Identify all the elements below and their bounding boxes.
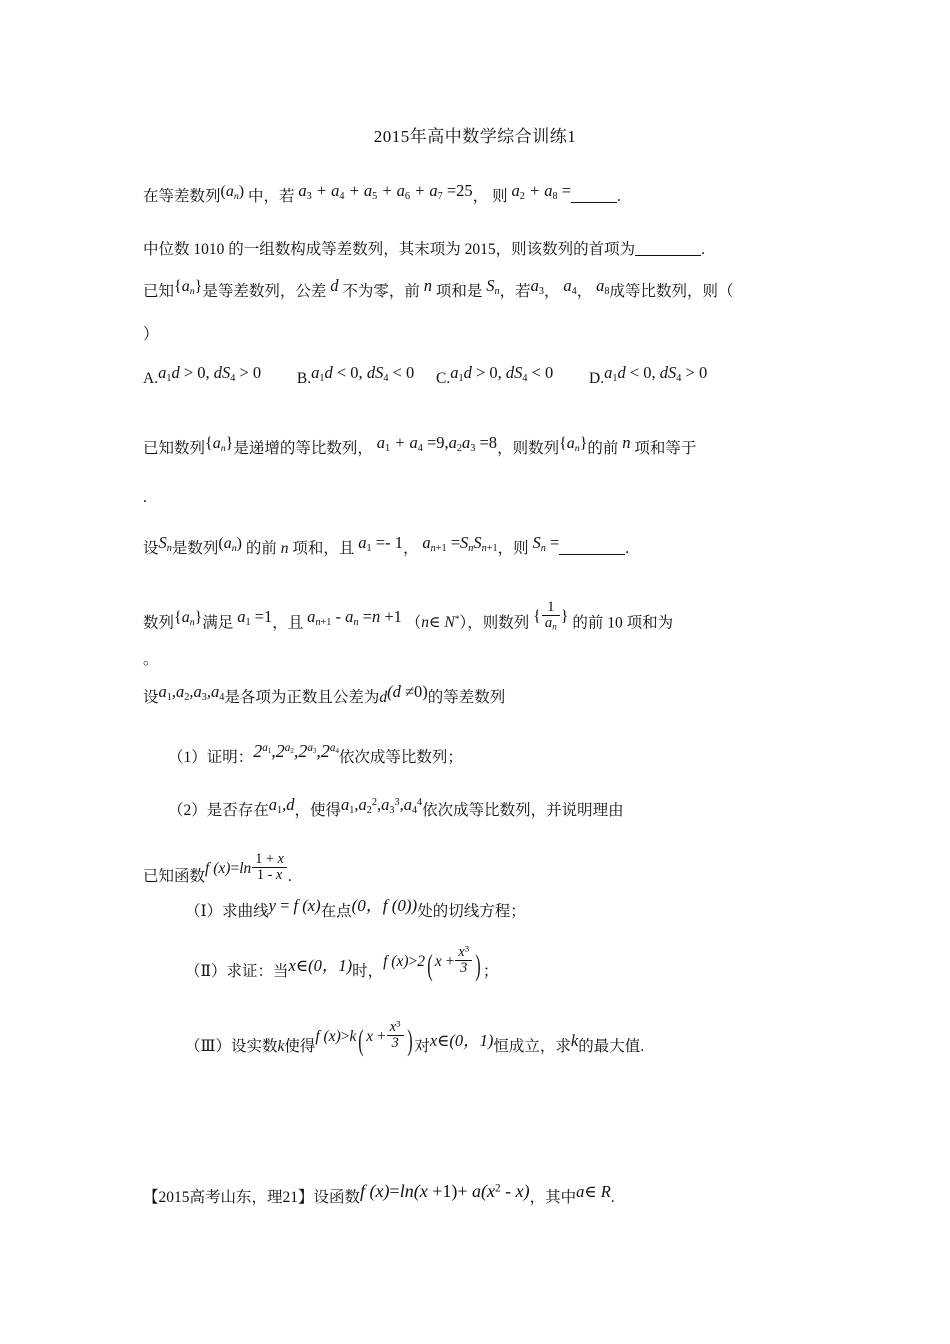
question-5: 设$S_n$是数列$(a_n)$ 的前 n 项和，且 $a_1 =- 1$， $a_{n+1} =S_nS_{n+1}$，则 $S_n$ = .: [143, 533, 630, 557]
q3-p6: 成等比数列，则（: [609, 283, 734, 300]
question-7: [143, 682, 823, 706]
question-2: [143, 242, 823, 258]
q3-d: d: [330, 276, 339, 295]
option-b-label: B.: [296, 370, 312, 387]
question-8-part-3: [185, 1018, 865, 1061]
q7-sub2-expression: $a_1,a_2^2,a_3^3,a_4^4$: [341, 795, 423, 816]
q6-recurrence: $a_{n+1} - a_n =n +1$: [307, 607, 402, 629]
option-d-value: $a_1d < 0$, $dS_4 > 0$: [604, 363, 708, 384]
q8-sub1-point: (0，f (0)): [351, 896, 418, 915]
question-1: 在等差数列$(a_n)$ 中，若 $a_3 + a_4 + a_5 + a_6 + a_7 =25$， 则 $a_2 + a_8$ = .: [143, 181, 621, 205]
option-c-label: C.: [435, 370, 451, 387]
q9-period: .: [610, 1189, 615, 1206]
q8-sub3-expression: f (x)>k( x + $\frac{x^3}{3}$ ): [315, 1018, 413, 1057]
q9-source: 【2015高考山东，理21】: [143, 1189, 314, 1206]
q5-sn: $S_n$: [158, 533, 172, 554]
q4-p2: 是递增的等比数列，: [233, 440, 373, 457]
question-3: 已知$\{a_n\}$是等差数列，公差 d 不为零，前 n 项和是 $S_n$，若$a_3$， $a_4$， $a_8$成等比数列，则（: [143, 276, 734, 300]
option-a-label: A.: [143, 370, 159, 387]
q8-sub3-mid: 使得: [284, 1037, 316, 1055]
q8-sub3-k: k: [277, 1037, 285, 1055]
q3-a8: $a_8$: [596, 276, 610, 297]
q4-period: .: [143, 489, 147, 506]
q8-sub3-k2: k: [570, 1030, 579, 1050]
q5-period: .: [625, 540, 630, 557]
q8-sub3-domain: x∈(0，1): [429, 1030, 494, 1050]
q6-sequence: $\{a_n\}$: [174, 609, 203, 629]
q7-sub2-vars: $a_1,d$: [268, 795, 295, 816]
question-8: [143, 851, 823, 891]
question-7-part-2: [168, 795, 848, 819]
q5-sn-answer: $S_n$ =: [532, 533, 560, 554]
q4-p3: ，则数列: [497, 440, 560, 457]
question-6-period: [143, 652, 823, 668]
option-a[interactable]: [143, 363, 262, 387]
q5-p1: 设: [143, 540, 159, 557]
q3-a4: $a_4$: [563, 276, 577, 297]
q5-p4: 项和，且: [292, 540, 355, 557]
q3-p1: 已知: [143, 283, 175, 300]
option-d-label: D.: [589, 370, 605, 387]
q8-sub3-label: （Ⅲ）设实数: [185, 1037, 278, 1055]
q3-sn: $S_n$: [486, 276, 500, 297]
q7-p3: 的等差数列: [427, 689, 506, 706]
question-3-options: [143, 363, 843, 387]
q8-sub3-tail: 的最大值.: [578, 1037, 645, 1055]
q3-p7: ）: [143, 326, 159, 343]
q6-p4: （: [405, 614, 422, 632]
q8-function: f (x)=ln $\frac{1 + x}{1 - x}$: [205, 860, 288, 877]
q6-p2: 满足: [202, 614, 234, 632]
q8-lead: 已知函数: [143, 867, 206, 885]
q4-p1: 已知数列: [143, 440, 206, 457]
q6-p1: 数列: [143, 614, 175, 632]
q5-p3: 的前: [245, 540, 277, 557]
q8-sub1-label: （Ⅰ）求曲线: [185, 903, 269, 920]
q7-sub1-label: （1）证明：: [168, 749, 254, 766]
q1-answer-blank: [571, 202, 617, 203]
q8-sub2-mid: 时，: [352, 962, 384, 980]
q4-p5: 项和等于: [634, 440, 697, 457]
option-b[interactable]: [296, 363, 415, 387]
q3-sequence: $\{a_n\}$: [174, 278, 203, 297]
q2-period: .: [701, 241, 706, 258]
q7-d: d: [379, 689, 388, 706]
q9-mid: ，其中: [529, 1189, 577, 1206]
q2-answer-blank: [635, 255, 701, 256]
q6-a1: $a_1 =1$: [237, 607, 273, 629]
q5-n: n: [280, 540, 289, 557]
q7-sub1-tail: 依次成等比数列；: [338, 749, 463, 766]
question-7-part-1: [168, 741, 848, 766]
q4-n: n: [622, 433, 631, 452]
question-8-part-1: [185, 896, 865, 920]
q7-sub2-label: （2）是否存在: [168, 802, 269, 819]
q5-p2: 是数列: [171, 540, 219, 557]
q8-sub3-mid3: 恒成立，求: [493, 1037, 571, 1055]
q3-p5: ，若: [499, 283, 531, 300]
q8-sub2-label: （Ⅱ）求证：当: [185, 962, 289, 980]
q3-p4: 项和是: [435, 283, 483, 300]
q7-sub1-expression: $2^{a_1},2^{a_2},2^{a_3},2^{a_4}$: [253, 741, 339, 761]
q9-function: f $(x)=\ln(x +1)+ a(x^2 - x)$: [360, 1181, 530, 1201]
q6-p6: 的前 10 项和为: [572, 614, 674, 632]
q4-p4: 的前: [587, 440, 619, 457]
q6-reciprocal-sequence: { $\frac{1}{a_n}$ }: [533, 599, 569, 632]
q8-period: .: [287, 867, 292, 885]
q7-terms: $a_1,a_2,a_3,a_4$: [158, 682, 225, 703]
question-4: [143, 433, 823, 457]
q3-a3: $a_3$: [530, 276, 544, 297]
q3-p3: 不为零，前: [342, 283, 420, 300]
q7-condition: (d ≠0): [387, 682, 428, 701]
q8-sub1-mid: 在点: [320, 903, 352, 920]
q1-equation: $a_3 + a_4 + a_5 + a_6 + a_7 =25$: [298, 181, 473, 202]
option-c[interactable]: [435, 363, 554, 387]
q6-p7: 。: [143, 651, 159, 668]
q6-p5: ），则数列: [459, 614, 530, 632]
question-9: [143, 1181, 823, 1206]
q5-a1: $a_1 =- 1$: [358, 533, 403, 554]
q5-p5: ，则: [497, 540, 529, 557]
q4-sequence: $\{a_n\}$: [205, 435, 234, 454]
question-8-part-2: [185, 943, 865, 986]
question-6: [143, 599, 823, 638]
page-title: 2015年高中数学综合训练1: [373, 127, 577, 146]
q2-text: 中位数 1010 的一组数构成等差数列，其末项为 2015，则该数列的首项为: [143, 241, 636, 258]
option-b-value: $a_1d < 0$, $dS_4 < 0$: [311, 363, 415, 384]
question-4-period: [143, 490, 823, 506]
q1-sequence: $(a_n)$: [220, 183, 245, 202]
q9-condition: a∈ R: [576, 1182, 611, 1201]
q6-p3: ，且: [272, 614, 304, 632]
q8-sub1-curve: y = f (x): [268, 896, 321, 915]
q4-sequence-2: $\{a_n\}$: [559, 435, 588, 454]
q1-mid: 中，若: [248, 188, 295, 205]
q1-tail: $a_2 + a_8$ =: [511, 181, 572, 202]
q8-sub3-mid2: 对: [414, 1037, 430, 1055]
q1-period: .: [617, 188, 621, 205]
q3-n: n: [423, 276, 432, 295]
q3-p2: 是等差数列，公差: [202, 283, 327, 300]
q4-equation: $a_1 + a_4 =9,a_2a_3 =8$: [376, 433, 498, 454]
option-d[interactable]: [589, 363, 708, 387]
q8-sub2-expression: f (x)>2( x + $\frac{x^3}{3}$ ): [383, 943, 481, 982]
q6-condition: n∈ N*: [421, 614, 460, 632]
q8-sub2-domain: x∈(0，1): [288, 955, 353, 975]
q7-p2: 是各项为正数且公差为: [224, 689, 380, 706]
q5-sequence: $(a_n)$: [218, 535, 242, 554]
q7-sub2-tail: 依次成等比数列，并说明理由: [422, 802, 624, 819]
q7-p1: 设: [143, 689, 159, 706]
q1-lead: 在等差数列: [143, 188, 221, 205]
question-3-close-paren: [143, 327, 823, 343]
q7-sub2-mid: ，使得: [294, 802, 342, 819]
q1-then: 则: [492, 188, 508, 205]
q5-recurrence: $a_{n+1} =S_nS_{n+1}$: [422, 533, 498, 554]
q9-lead: 设函数: [313, 1189, 361, 1206]
q8-sub2-tail: ；: [482, 962, 499, 980]
q5-answer-blank: [559, 554, 625, 555]
option-c-value: $a_1d > 0$, $dS_4 < 0$: [450, 363, 554, 384]
option-a-value: $a_1d > 0$, $dS_4 > 0$: [158, 363, 262, 384]
q8-sub1-tail: 处的切线方程；: [417, 903, 526, 920]
